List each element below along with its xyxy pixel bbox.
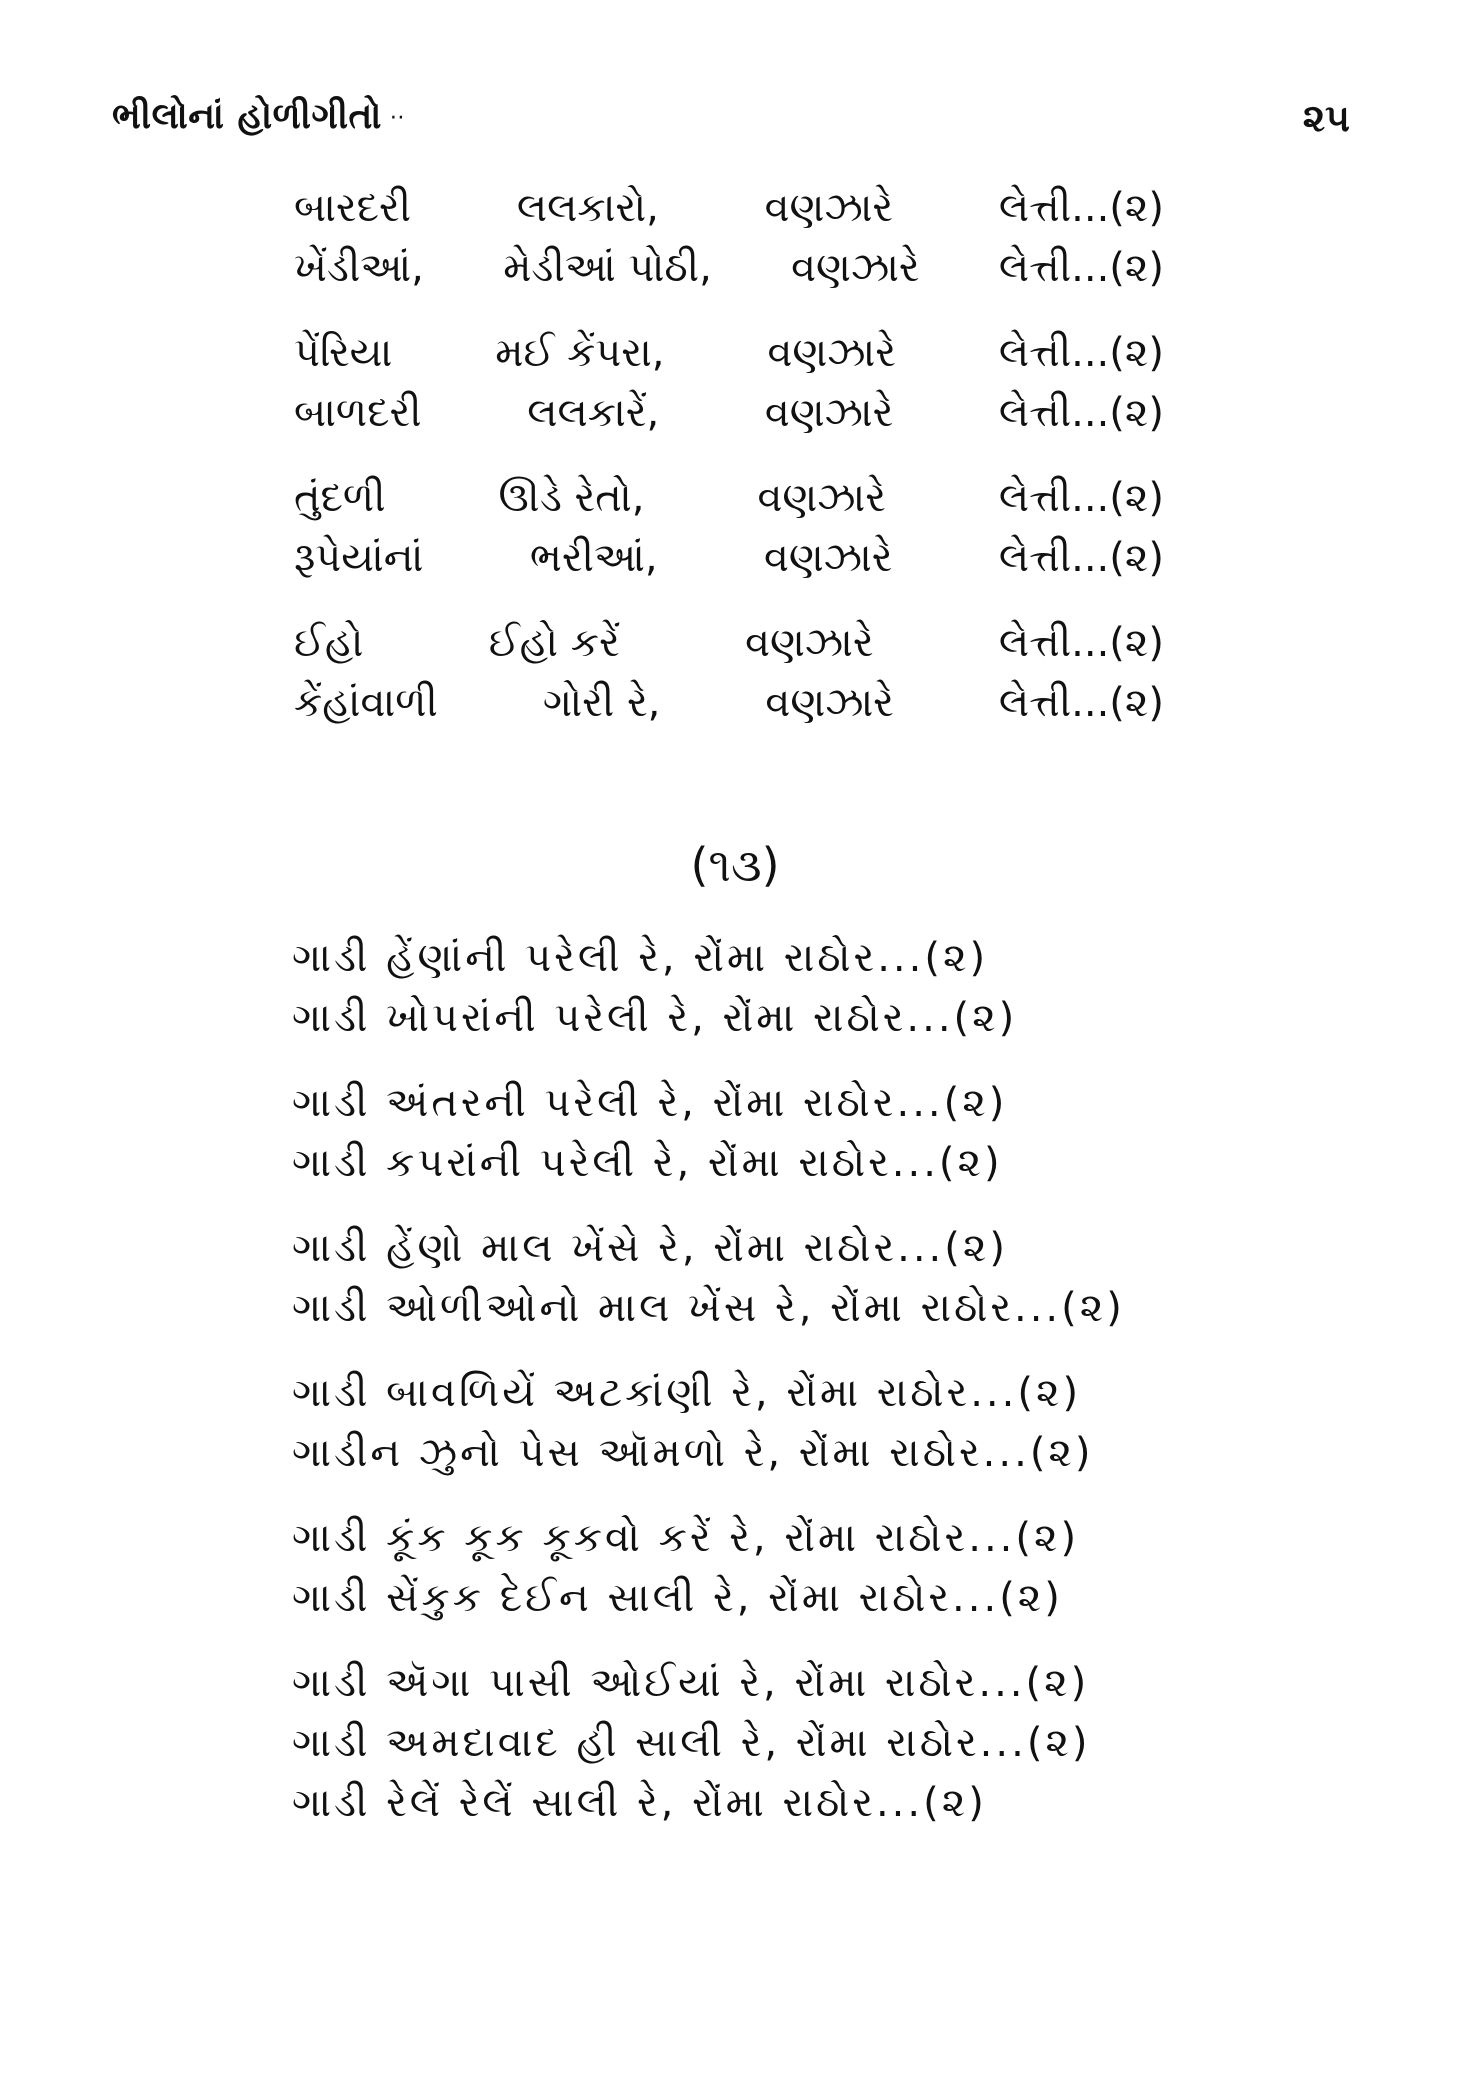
verse-line: કેંહાંવાળી ગોરી રે, વણઝારે લેત્તી...(૨) bbox=[294, 680, 1164, 726]
verse-line: ગાડી ઍગા પાસી ઓઈયાં રે, રોંમા રાઠોર...(૨) bbox=[292, 1660, 1090, 1706]
page-number: ૨૫ bbox=[1302, 96, 1350, 140]
song-number-heading: (૧૩) bbox=[690, 838, 780, 892]
verse-line: બાળદરી લલકારેં, વણઝારે લેત્તી...(૨) bbox=[294, 390, 1164, 436]
verse-line: રૂપેયાંનાં ભરીઆં, વણઝારે લેત્તી...(૨) bbox=[294, 535, 1164, 581]
verse-line: ગાડી ખોપરાંની પરેલી રે, રોંમા રાઠોર...(૨) bbox=[292, 995, 1018, 1041]
verse-line: ઈહો ઈહો કરેં વણઝારે લેત્તી...(૨) bbox=[294, 620, 1164, 666]
verse-line: ગાડી કૂંક કૂક કૂકવો કરેં રે, રોંમા રાઠોર...(૨) bbox=[292, 1515, 1080, 1561]
verse-line: ગાડી હેંણો માલ ખેંસે રે, રોંમા રાઠોર...(૨) bbox=[292, 1225, 1008, 1271]
verse-line: ગાડી અંતરની પરેલી રે, રોંમા રાઠોર...(૨) bbox=[292, 1080, 1008, 1126]
running-head bbox=[112, 96, 405, 138]
verse-line: ગાડીન ઝુનો પેસ ઑમળો રે, રોંમા રાઠોર...(૨) bbox=[292, 1430, 1094, 1476]
verse-line: તુંદળી ઊડે રેતો, વણઝારે લેત્તી...(૨) bbox=[294, 475, 1164, 521]
leader-dots: ·· bbox=[389, 105, 405, 131]
verse-line: ગાડી કપરાંની પરેલી રે, રોંમા રાઠોર...(૨) bbox=[292, 1140, 1003, 1186]
verse-line: ગાડી ઓળીઓનો માલ ખેંસ રે, રોંમા રાઠોર...(૨) bbox=[292, 1285, 1125, 1331]
verse-line: ખેંડીઆં, મેડીઆં પોઠી, વણઝારે લેત્તી...(૨) bbox=[294, 245, 1164, 291]
verse-line: બારદરી લલકારો, વણઝારે લેત્તી...(૨) bbox=[294, 185, 1164, 231]
verse-line: ગાડી રેલેં રેલેં સાલી રે, રોંમા રાઠોર...(૨) bbox=[292, 1780, 987, 1826]
running-title: ભીલોનાં હોળીગીતો bbox=[112, 96, 382, 137]
verse-line: ગાડી અમદાવાદ હી સાલી રે, રોંમા રાઠોર...(૨) bbox=[292, 1720, 1091, 1766]
verse-line: ગાડી બાવળિયેં અટકાંણી રે, રોંમા રાઠોર...(૨) bbox=[292, 1370, 1082, 1416]
verse-line: ગાડી સેંકુક દેઈન સાલી રે, રોંમા રાઠોર...(૨) bbox=[292, 1575, 1063, 1621]
verse-line: ગાડી હેંણાંની પરેલી રે, રોંમા રાઠોર...(૨) bbox=[292, 935, 989, 981]
verse-line: પેંરિયા મઈ કેંપરા, વણઝારે લેત્તી...(૨) bbox=[294, 330, 1164, 376]
